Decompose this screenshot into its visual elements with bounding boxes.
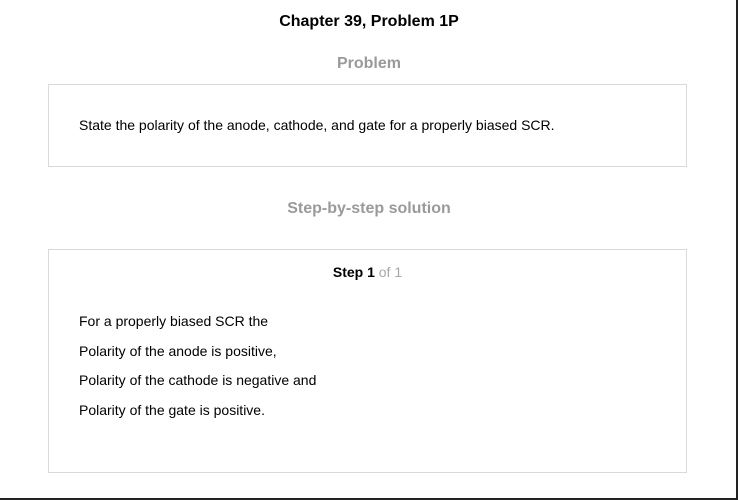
step-header [49, 263, 686, 281]
problem-text: State the polarity of the anode, cathode, and gate for a properly biased SCR. [79, 117, 555, 133]
step-label: Step 1 [332, 264, 375, 280]
solution-line: Polarity of the gate is positive. [79, 401, 265, 418]
problem-heading: Problem [336, 55, 401, 72]
solution-line: For a properly biased SCR the [79, 313, 269, 329]
solution-line: Polarity of the anode is positive, [79, 342, 277, 359]
problem-box [48, 84, 687, 167]
solution-lines [79, 312, 316, 430]
chapter-title: Chapter 39, Problem 1P [279, 13, 459, 30]
solution-box [48, 249, 687, 473]
solution-heading: Step-by-step solution [287, 200, 451, 217]
solution-line: Polarity of the cathode is negative and [79, 372, 317, 388]
step-of-total: of 1 [378, 264, 403, 280]
